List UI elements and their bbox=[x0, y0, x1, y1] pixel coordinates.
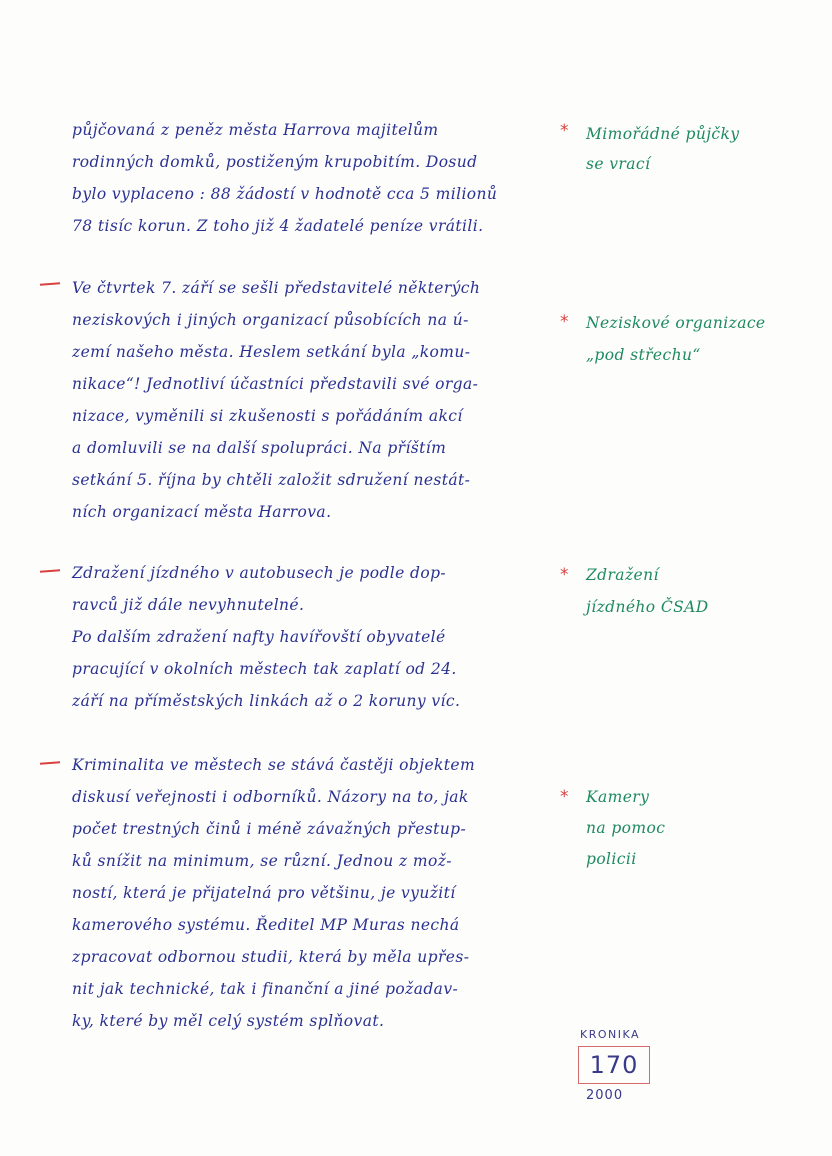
bullet-dash bbox=[40, 761, 60, 764]
text-line: ků snížit na minimum, se různí. Jednou z mož- bbox=[72, 852, 452, 870]
margin-note-line: Zdražení bbox=[586, 566, 659, 584]
text-line: kamerového systému. Ředitel MP Muras nechá bbox=[72, 916, 460, 934]
text-line: nikace“! Jednotliví účastníci představili své orga- bbox=[72, 375, 479, 393]
text-line: půjčovaná z peněz města Harrova majitelům bbox=[72, 121, 439, 139]
text-line: nit jak technické, tak i finanční a jiné požadav- bbox=[72, 980, 459, 998]
text-line: Kriminalita ve městech se stává častěji objektem bbox=[72, 756, 476, 774]
text-line: nizace, vyměnili si zkušenosti s pořádáním akcí bbox=[72, 407, 463, 425]
text-line: ravců již dále nevyhnutelné. bbox=[72, 596, 305, 614]
text-line: ností, která je přijatelná pro většinu, je využití bbox=[72, 884, 456, 902]
margin-note-line: Mimořádné půjčky bbox=[586, 125, 740, 143]
margin-note-line: na pomoc bbox=[586, 819, 666, 837]
text-line: Zdražení jízdného v autobusech je podle dop- bbox=[72, 564, 447, 582]
bullet-dash bbox=[40, 569, 60, 572]
asterisk-icon: * bbox=[560, 121, 569, 141]
text-line: počet trestných činů i méně závažných přestup- bbox=[72, 820, 467, 838]
text-line: zemí našeho města. Heslem setkání byla „komu- bbox=[72, 343, 471, 361]
asterisk-icon: * bbox=[560, 312, 569, 332]
margin-note-line: Neziskové organizace bbox=[586, 314, 766, 332]
text-line: pracující v okolních městech tak zaplatí od 24. bbox=[72, 660, 457, 678]
text-line: ky, které by měl celý systém splňovat. bbox=[72, 1012, 385, 1030]
text-line: diskusí veřejnosti i odborníků. Názory na to, jak bbox=[72, 788, 469, 806]
text-line: neziskových i jiných organizací působících na ú- bbox=[72, 311, 469, 329]
text-line: Ve čtvrtek 7. září se sešli představitelé některých bbox=[72, 279, 481, 297]
asterisk-icon: * bbox=[560, 565, 569, 585]
stamp-year: 2000 bbox=[586, 1088, 624, 1103]
text-line: 78 tisíc korun. Z toho již 4 žadatelé peníze vrátili. bbox=[72, 217, 484, 235]
bullet-dash bbox=[40, 282, 60, 285]
text-line: Po dalším zdražení nafty havířovští obyvatelé bbox=[72, 628, 446, 646]
text-line: bylo vyplaceno : 88 žádostí v hodnotě cca 5 milionů bbox=[72, 185, 498, 203]
text-line: ních organizací města Harrova. bbox=[72, 503, 332, 521]
text-line: setkání 5. října by chtěli založit sdružení nestát- bbox=[72, 471, 471, 489]
text-line: rodinných domků, postiženým krupobitím. Dosud bbox=[72, 153, 478, 171]
text-line: září na příměstských linkách až o 2 koruny víc. bbox=[72, 692, 461, 710]
margin-note-line: se vrací bbox=[586, 155, 651, 173]
page-number: 170 bbox=[578, 1046, 650, 1084]
margin-note-line: Kamery bbox=[586, 788, 650, 806]
text-line: a domluvili se na další spolupráci. Na příštím bbox=[72, 439, 447, 457]
margin-note-line: policii bbox=[586, 850, 637, 868]
margin-note-line: jízdného ČSAD bbox=[586, 598, 709, 616]
stamp-label: KRONIKA bbox=[580, 1028, 641, 1041]
text-line: zpracovat odbornou studii, která by měla upřes- bbox=[72, 948, 470, 966]
margin-note-line: „pod střechu“ bbox=[586, 346, 701, 364]
asterisk-icon: * bbox=[560, 787, 569, 807]
